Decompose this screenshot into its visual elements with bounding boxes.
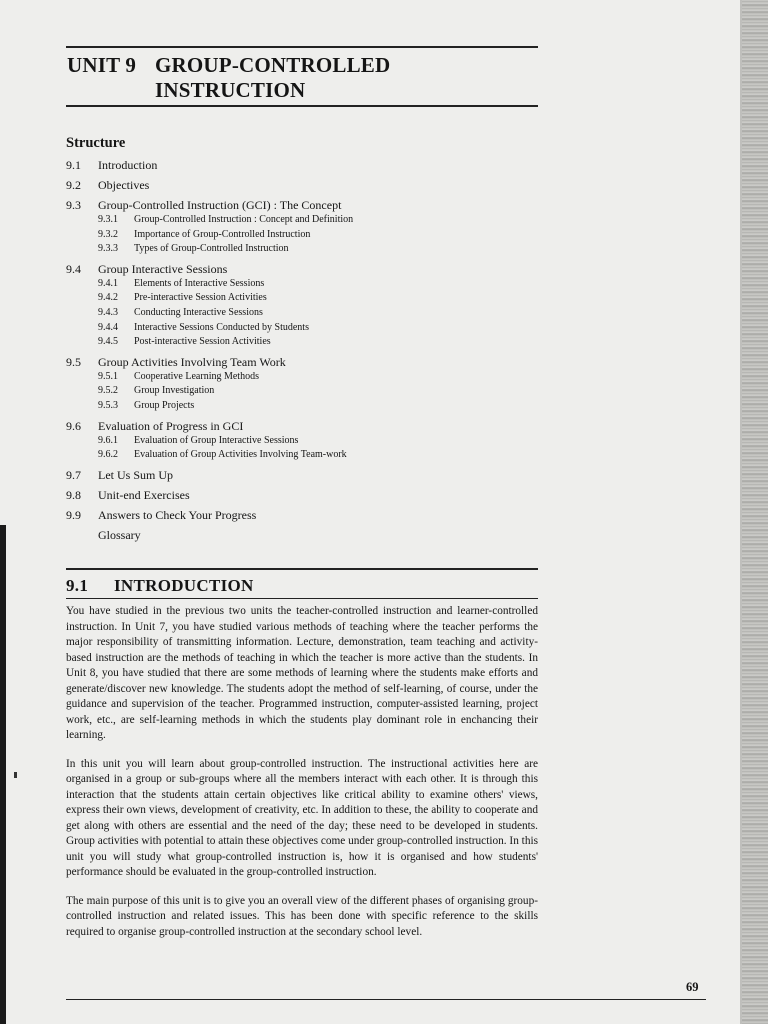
toc-entry <box>66 507 526 523</box>
toc-subentry <box>66 335 526 350</box>
section-heading <box>66 576 254 596</box>
unit-title-line1: GROUP-CONTROLLED <box>155 53 391 77</box>
toc-subnumber: 9.4.2 <box>98 292 118 304</box>
toc-subnumber: 9.3.1 <box>98 214 118 225</box>
toc-entry <box>66 157 526 173</box>
body-paragraph: You have studied in the previous two units the teacher-controlled instruction and learner-controlled instruction. In Unit 7, you have studied various methods of teaching where the teacher performs the major responsibility of transmitting information. Lecture, demonstration, team teaching and activity-based instruction are the methods of teaching in which the teacher is more active than the students. In Unit 8, you have studied that there are some methods of learning where the students make efforts and generate/discover new knowledge. The students adopt the method of self-learning, of course, under the guidance and supervision of the teacher. Programmed instruction, computer-assisted learning, project work, etc., are self-learning methods in which the students play dominant role in enchancing their learning. <box>66 605 538 741</box>
toc-subentry <box>66 228 526 243</box>
toc-item <box>66 197 526 257</box>
toc-sublabel: Group Projects <box>134 399 195 411</box>
toc-subentry <box>66 277 526 292</box>
body-paragraph: In this unit you will learn about group-controlled instruction. The instructional activities here are organised in a group or sub-groups where all the members interact with each other. It is through this interaction that the students attain certain objectives like critical ability to examine others' views, express their own views, development of creativity, etc. In addition to these, the ability to cooperate and get along with others are essential and the need of the day; these need to be developed in students. Group activities with potential to attain these objectives come under group-controlled instruction. In this unit you will study what group-controlled instruction is, how it is organised and how students' performance should be evaluated in the group-controlled instruction. <box>66 757 538 878</box>
toc-item <box>66 354 526 414</box>
toc-subentry <box>66 370 526 385</box>
toc-label: Introduction <box>98 158 158 172</box>
toc-number: 9.1 <box>66 158 81 172</box>
toc-label: Unit-end Exercises <box>98 487 190 502</box>
toc-label: Evaluation of Progress in GCI <box>98 418 244 433</box>
section-title: INTRODUCTION <box>114 576 254 595</box>
toc-item <box>66 467 526 483</box>
top-rule <box>66 46 538 48</box>
toc-sublabel: Importance of Group-Controlled Instruction <box>134 228 311 240</box>
toc-subnumber: 9.5.3 <box>98 399 118 411</box>
toc-sublabel: Interactive Sessions Conducted by Students <box>134 321 309 333</box>
section-top-rule <box>66 568 538 570</box>
toc-subnumber: 9.6.1 <box>98 434 118 446</box>
toc-entry <box>66 487 526 503</box>
toc-item <box>66 261 526 350</box>
section-bottom-rule <box>66 598 538 599</box>
toc-sublabel: Evaluation of Group Activities Involving Team-work <box>134 449 347 461</box>
toc-number: 9.5 <box>66 354 81 369</box>
scan-edge-shadow <box>742 0 768 1024</box>
unit-title <box>67 53 390 103</box>
toc-number: 9.4 <box>66 261 81 276</box>
toc-item <box>66 487 526 503</box>
unit-number: UNIT 9 <box>67 53 137 77</box>
toc-item <box>66 177 526 193</box>
section-body <box>66 604 538 953</box>
toc-sublabel: Group-Controlled Instruction : Concept and Definition <box>134 214 354 225</box>
toc-sublabel: Pre-interactive Session Activities <box>134 292 267 304</box>
toc-item <box>66 157 526 173</box>
unit-title-line2: INSTRUCTION <box>155 78 306 102</box>
toc-entry <box>66 418 526 434</box>
toc-subentry <box>66 399 526 414</box>
toc-entry <box>66 197 526 213</box>
toc-subnumber: 9.4.5 <box>98 336 118 348</box>
toc-subnumber: 9.4.4 <box>98 321 118 333</box>
toc-subentry <box>66 213 526 228</box>
toc-number: 9.9 <box>66 507 81 522</box>
toc-label: Let Us Sum Up <box>98 467 173 482</box>
toc-entry <box>66 261 526 277</box>
toc-label: Group Interactive Sessions <box>98 261 228 276</box>
toc-subentry <box>66 291 526 306</box>
body-paragraph: The main purpose of this unit is to give you an overall view of the different phases of organising group-controlled instruction and related issues. This has been done with specific reference to the skills required to organise group-controlled instruction at the secondary school level. <box>66 894 538 938</box>
toc-entry <box>66 177 526 193</box>
section-number: 9.1 <box>66 576 89 595</box>
title-rule <box>66 105 538 107</box>
toc-sublabel: Conducting Interactive Sessions <box>134 306 263 318</box>
toc-subnumber: 9.5.2 <box>98 385 118 397</box>
toc-entry <box>66 467 526 483</box>
footer-rule <box>66 999 706 1000</box>
toc-subnumber: 9.3.3 <box>98 243 118 255</box>
toc-sublabel: Post-interactive Session Activities <box>134 336 271 348</box>
toc-item <box>66 418 526 463</box>
toc-number: 9.3 <box>66 198 81 212</box>
toc-number: 9.6 <box>66 418 81 433</box>
toc-label: Group-Controlled Instruction (GCI) : The Concept <box>98 198 342 212</box>
toc-number: 9.2 <box>66 178 81 192</box>
toc-item <box>66 507 526 523</box>
table-of-contents <box>66 157 526 543</box>
toc-subnumber: 9.3.2 <box>98 228 118 240</box>
toc-subentry <box>66 306 526 321</box>
toc-subnumber: 9.4.1 <box>98 277 118 289</box>
scan-edge-line <box>740 0 742 1024</box>
toc-label: Group Activities Involving Team Work <box>98 354 286 369</box>
toc-subentry <box>66 434 526 449</box>
toc-sublabel: Types of Group-Controlled Instruction <box>134 243 289 255</box>
toc-sublabel: Group Investigation <box>134 385 215 397</box>
toc-label: Objectives <box>98 178 150 192</box>
toc-number: 9.8 <box>66 487 81 502</box>
toc-subentry <box>66 321 526 336</box>
toc-subnumber: 9.4.3 <box>98 306 118 318</box>
toc-glossary: Glossary <box>98 527 141 542</box>
toc-subentry <box>66 448 526 463</box>
toc-label: Answers to Check Your Progress <box>98 507 257 522</box>
structure-heading: Structure <box>66 135 126 151</box>
toc-sublabel: Evaluation of Group Interactive Sessions <box>134 434 299 446</box>
toc-subentry <box>66 242 526 257</box>
toc-subnumber: 9.6.2 <box>98 449 118 461</box>
page-number: 69 <box>686 980 699 994</box>
scan-left-mark <box>14 772 17 778</box>
toc-sublabel: Cooperative Learning Methods <box>134 370 259 382</box>
toc-number: 9.7 <box>66 467 81 482</box>
toc-sublabel: Elements of Interactive Sessions <box>134 277 265 289</box>
toc-subentry <box>66 384 526 399</box>
toc-subnumber: 9.5.1 <box>98 370 118 382</box>
toc-entry <box>66 354 526 370</box>
scan-left-bar <box>0 525 6 1024</box>
